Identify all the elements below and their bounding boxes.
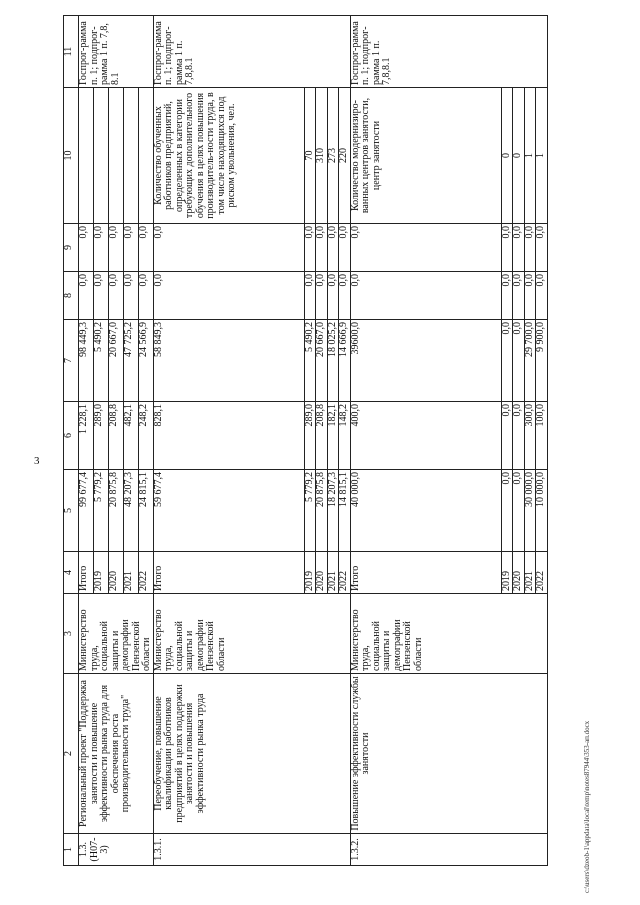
indicator-value-cell: 0 — [513, 88, 525, 224]
regional-budget-cell: 400,0 — [350, 402, 501, 470]
column-number-row — [64, 16, 79, 866]
regional-budget-cell: 208,8 — [316, 402, 328, 470]
total-amount-cell: 59 677,4 — [153, 470, 304, 552]
header-cell: 1 — [64, 834, 79, 866]
regional-budget-cell: 0,0 — [501, 402, 513, 470]
extrabudget-cell: 0,0 — [316, 224, 328, 272]
year-cell: Итого — [79, 552, 94, 594]
event-name-cell: Региональный проект "Поддержка занятости и повышение эффективности рынка труда для обеспечения роста производительности труда" — [79, 674, 154, 834]
extrabudget-cell: 0,0 — [350, 224, 501, 272]
row-number-cell: 1.3.1. — [153, 834, 350, 866]
header-cell: 3 — [64, 594, 79, 674]
table-row — [79, 16, 94, 866]
local-budget-cell: 0,0 — [304, 272, 316, 320]
federal-budget-cell: 58 849,3 — [153, 320, 304, 402]
year-cell: Итого — [153, 552, 304, 594]
local-budget-cell: 0,0 — [327, 272, 339, 320]
organization-cell: Министерство труда, социальной защиты и демографии Пензенской области — [153, 594, 350, 674]
header-cell: 9 — [64, 224, 79, 272]
indicator-value-cell: 1 — [536, 88, 548, 224]
header-cell: 6 — [64, 402, 79, 470]
total-amount-cell: 5 779,2 — [93, 470, 108, 552]
local-budget-cell: 0,0 — [93, 272, 108, 320]
federal-budget-cell: 39600,0 — [350, 320, 501, 402]
year-cell: 2019 — [304, 552, 316, 594]
federal-budget-cell: 0,0 — [501, 320, 513, 402]
rotated-table-container — [63, 16, 578, 866]
year-cell: 2021 — [524, 552, 536, 594]
indicator-value-cell — [108, 88, 123, 224]
local-budget-cell: 0,0 — [501, 272, 513, 320]
extrabudget-cell: 0,0 — [93, 224, 108, 272]
organization-cell: Министерство труда, социальной защиты и демографии Пензенской области — [350, 594, 547, 674]
year-cell: Итого — [350, 552, 501, 594]
local-budget-cell: 0,0 — [108, 272, 123, 320]
regional-budget-cell: 100,0 — [536, 402, 548, 470]
regional-budget-cell: 148,2 — [339, 402, 351, 470]
row-number-cell: 1.3. (Н07-3) — [79, 834, 154, 866]
regional-budget-cell: 1 228,1 — [79, 402, 94, 470]
header-cell: 10 — [64, 88, 79, 224]
indicator-value-cell — [93, 88, 108, 224]
total-amount-cell: 30 000,0 — [524, 470, 536, 552]
total-amount-cell: 20 875,8 — [108, 470, 123, 552]
federal-budget-cell: 29 700,0 — [524, 320, 536, 402]
regional-budget-cell: 208,8 — [108, 402, 123, 470]
indicator-value-cell: 310 — [316, 88, 328, 224]
extrabudget-cell: 0,0 — [327, 224, 339, 272]
total-amount-cell: 99 677,4 — [79, 470, 94, 552]
header-cell: 4 — [64, 552, 79, 594]
header-cell: 7 — [64, 320, 79, 402]
header-cell: 5 — [64, 470, 79, 552]
federal-budget-cell: 98 449,3 — [79, 320, 94, 402]
local-budget-cell: 0,0 — [138, 272, 153, 320]
regional-budget-cell: 182,1 — [327, 402, 339, 470]
extrabudget-cell: 0,0 — [79, 224, 94, 272]
indicator-value-cell: 220 — [339, 88, 351, 224]
local-budget-cell: 0,0 — [79, 272, 94, 320]
extrabudget-cell: 0,0 — [153, 224, 304, 272]
local-budget-cell: 0,0 — [316, 272, 328, 320]
total-amount-cell: 24 815,1 — [138, 470, 153, 552]
year-cell: 2022 — [138, 552, 153, 594]
indicator-value-cell — [123, 88, 138, 224]
extrabudget-cell: 0,0 — [138, 224, 153, 272]
extrabudget-cell: 0,0 — [339, 224, 351, 272]
extrabudget-cell: 0,0 — [513, 224, 525, 272]
federal-budget-cell: 20 667,0 — [316, 320, 328, 402]
total-amount-cell: 20 875,8 — [316, 470, 328, 552]
year-cell: 2020 — [108, 552, 123, 594]
extrabudget-cell: 0,0 — [123, 224, 138, 272]
federal-budget-cell: 9 900,0 — [536, 320, 548, 402]
event-name-cell: Повышение эффективности службы занятости — [350, 674, 547, 834]
federal-budget-cell: 20 667,0 — [108, 320, 123, 402]
local-budget-cell: 0,0 — [123, 272, 138, 320]
indicator-cell: Количество обученных работников предприятий, определенных в категории требующих дополнительного обучения в целях повышения производитель-ности труда, в том числе находящихся под риском увольнения, чел. — [153, 88, 304, 224]
regional-budget-cell: 828,1 — [153, 402, 304, 470]
year-cell: 2021 — [123, 552, 138, 594]
federal-budget-cell: 14 666,9 — [339, 320, 351, 402]
year-cell: 2021 — [327, 552, 339, 594]
total-amount-cell: 40 000,0 — [350, 470, 501, 552]
event-name-cell: Переобучение, повышение квалификации работников предприятий в целях поддержки занятости и повышения эффективности рынка труда — [153, 674, 350, 834]
regional-budget-cell: 289,0 — [304, 402, 316, 470]
local-budget-cell: 0,0 — [513, 272, 525, 320]
table-body — [79, 16, 548, 866]
year-cell: 2019 — [501, 552, 513, 594]
extrabudget-cell: 0,0 — [501, 224, 513, 272]
year-cell: 2022 — [339, 552, 351, 594]
table-row — [350, 16, 501, 866]
file-path-footer: c:\users\dzeob-1\appdata\local\temp\notes87944\353-ап.docx — [583, 720, 591, 893]
regional-budget-cell: 482,1 — [123, 402, 138, 470]
federal-budget-cell: 5 490,2 — [304, 320, 316, 402]
total-amount-cell: 48 207,3 — [123, 470, 138, 552]
local-budget-cell: 0,0 — [350, 272, 501, 320]
program-reference-cell: Госпрог-рамма п. 1; подпрог-рамма 1 п. 7,8,8.1 — [153, 16, 350, 88]
extrabudget-cell: 0,0 — [536, 224, 548, 272]
organization-cell: Министерство труда, социальной защиты и демографии Пензенской области — [79, 594, 154, 674]
header-cell: 8 — [64, 272, 79, 320]
extrabudget-cell: 0,0 — [304, 224, 316, 272]
year-cell: 2019 — [93, 552, 108, 594]
local-budget-cell: 0,0 — [153, 272, 304, 320]
federal-budget-cell: 47 725,2 — [123, 320, 138, 402]
program-reference-cell: Госпрог-рамма п. 1; подпрог-рамма 1 п. 7,8,8.1 — [350, 16, 547, 88]
local-budget-cell: 0,0 — [536, 272, 548, 320]
total-amount-cell: 18 207,3 — [327, 470, 339, 552]
indicator-value-cell — [138, 88, 153, 224]
regional-budget-cell: 0,0 — [513, 402, 525, 470]
local-budget-cell: 0,0 — [339, 272, 351, 320]
federal-budget-cell: 18 025,2 — [327, 320, 339, 402]
total-amount-cell: 0,0 — [513, 470, 525, 552]
indicator-value-cell: 0 — [501, 88, 513, 224]
budget-table — [63, 15, 548, 866]
regional-budget-cell: 300,0 — [524, 402, 536, 470]
total-amount-cell: 5 779,2 — [304, 470, 316, 552]
local-budget-cell: 0,0 — [524, 272, 536, 320]
regional-budget-cell: 289,0 — [93, 402, 108, 470]
regional-budget-cell: 248,2 — [138, 402, 153, 470]
table-row — [153, 16, 304, 866]
extrabudget-cell: 0,0 — [108, 224, 123, 272]
federal-budget-cell: 0,0 — [513, 320, 525, 402]
indicator-value-cell: 1 — [524, 88, 536, 224]
program-reference-cell: Госпрог-рамма п. 1; подпрог-рамма 1 п. 7,8, 8.1 — [79, 16, 154, 88]
indicator-value-cell: 70 — [304, 88, 316, 224]
total-amount-cell: 10 000,0 — [536, 470, 548, 552]
indicator-cell — [79, 88, 94, 224]
year-cell: 2022 — [536, 552, 548, 594]
year-cell: 2020 — [513, 552, 525, 594]
federal-budget-cell: 5 490,2 — [93, 320, 108, 402]
row-number-cell: 1.3.2. — [350, 834, 547, 866]
year-cell: 2020 — [316, 552, 328, 594]
indicator-cell: Количество модернизиро-ванных центров занятости, центр занятости — [350, 88, 501, 224]
header-cell: 11 — [64, 16, 79, 88]
total-amount-cell: 14 815,1 — [339, 470, 351, 552]
total-amount-cell: 0,0 — [501, 470, 513, 552]
indicator-value-cell: 273 — [327, 88, 339, 224]
extrabudget-cell: 0,0 — [524, 224, 536, 272]
header-cell: 2 — [64, 674, 79, 834]
page-number: 3 — [34, 455, 40, 467]
federal-budget-cell: 24 566,9 — [138, 320, 153, 402]
